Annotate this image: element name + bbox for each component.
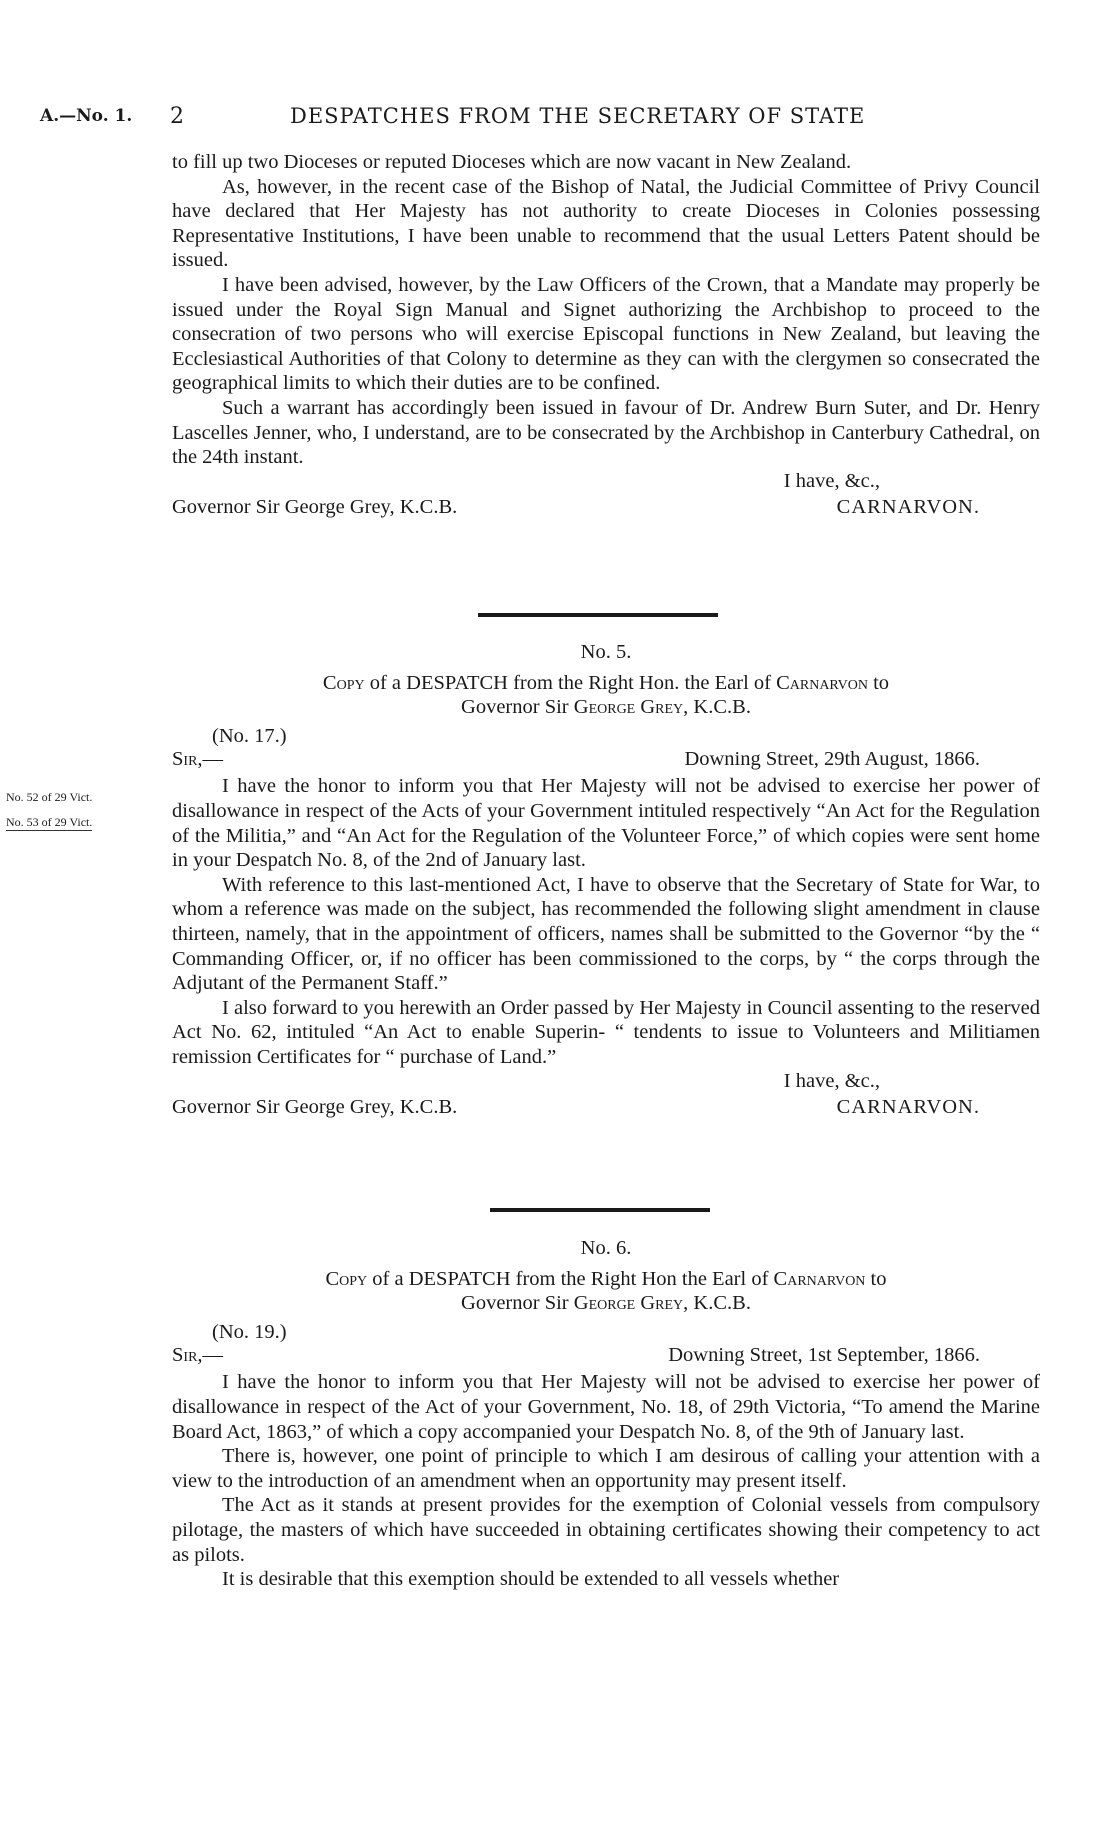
paragraph: As, however, in the recent case of the Bishop of Natal, the Judicial Committee of Privy Council have declared that Her Majesty has not authority to create Dioceses in Colonies possessing Representative Institutions, I have been unable to recommend that the usual Letters Patent should be issued.: [172, 175, 1040, 272]
despatch-heading: [172, 671, 1040, 696]
section-continuation: [172, 150, 1040, 522]
page-header: [40, 104, 1054, 134]
paragraph: The Act as it stands at present provides for the exemption of Colonial vessels from compulsory pilotage, the masters of which have succeeded in obtaining certificates showing their competency to act as pilots.: [172, 1494, 1040, 1566]
section-divider: [490, 1208, 710, 1212]
despatch-heading: [172, 1267, 1040, 1292]
salutation-row: [172, 748, 1040, 774]
heading-text: of a DESPATCH from the Right Hon. the Earl of: [364, 671, 777, 694]
despatch-no: (No. 17.): [212, 724, 287, 747]
despatch-body: [172, 1370, 1040, 1591]
signature-row: [172, 496, 1040, 522]
despatch-number: No. 6.: [580, 1237, 632, 1259]
closing-formula: I have, &c.,: [783, 469, 880, 492]
closing-formula: I have, &c.,: [783, 1069, 880, 1092]
paragraph: With reference to this last-mentioned Act, I have to observe that the Secretary of State for War, to whom a reference was made on the subject, has recommended the following slight amendment in clause thirteen, namely, that in the appointment of officers, names shall be submitted to the Governor “by the “ Commanding Officer, or, if no officer has been commissioned to the corps, by “ the corps through the Adjutant of the Permanent Staff.”: [172, 873, 1040, 995]
paragraph: to fill up two Dioceses or reputed Dioceses which are now vacant in New Zealand.: [172, 151, 852, 173]
salutation-row: [172, 1344, 1040, 1370]
heading-governor: Governor Sir: [461, 1292, 574, 1315]
paragraph: I have been advised, however, by the Law Officers of the Crown, that a Mandate may properly be issued under the Royal Sign Manual and Signet authorizing the Archbishop to proceed to the consecration of two persons who will exercise Episcopal functions in New Zealand, but leaving the Ecclesiastical Authorities of that Colony to determine as they can with the clergymen so consecrated the geographical limits to which their duties are to be confined.: [172, 273, 1040, 395]
paragraph: It is desirable that this exemption should be extended to all vessels whether: [222, 1568, 840, 1591]
heading-to: to: [867, 671, 890, 694]
despatch-no-5: [172, 640, 1040, 1122]
heading-suffix: , K.C.B.: [683, 696, 751, 719]
signature: CARNARVON.: [836, 1095, 980, 1118]
place-date: Downing Street, 1st September, 1866.: [668, 1344, 980, 1367]
heading-name: George Grey: [573, 1292, 684, 1315]
closing-row: [172, 1070, 1040, 1096]
document-reference: A.—No. 1.: [40, 106, 133, 126]
running-title: DESPATCHES FROM THE SECRETARY OF STATE: [290, 104, 866, 128]
heading-copy: Copy: [322, 671, 365, 694]
place-date: Downing Street, 29th August, 1866.: [684, 748, 980, 771]
despatch-body: [172, 774, 1040, 1069]
page-number: 2: [170, 104, 184, 129]
heading-earl: Carnarvon: [776, 671, 868, 694]
paragraph: There is, however, one point of principle to which I am desirous of calling your attention with a view to the introduction of an amendment when an opportunity may present itself.: [172, 1445, 1040, 1492]
heading-copy: Copy: [325, 1267, 368, 1290]
salutation: Sir,—: [172, 1344, 224, 1367]
paragraph: I have the honor to inform you that Her Majesty will not be advised to exercise her power of disallowance in respect of the Acts of your Government intituled respectively “An Act for the Regulation of the Militia,” and “An Act for the Regulation of the Volunteer Force,” of which copies were sent home in your Despatch No. 8, of the 2nd of January last.: [172, 775, 1040, 872]
heading-to: to: [865, 1267, 887, 1290]
despatch-no: (No. 19.): [212, 1320, 287, 1343]
signature-row: [172, 1096, 1040, 1122]
closing-row: [172, 470, 1040, 496]
addressee: Governor Sir George Grey, K.C.B.: [172, 495, 458, 518]
despatch-no-6: [172, 1236, 1040, 1592]
section-divider: [478, 613, 718, 617]
heading-suffix: , K.C.B.: [683, 1292, 751, 1315]
paragraph: Such a warrant has accordingly been issued in favour of Dr. Andrew Burn Suter, and Dr. Henry Lascelles Jenner, who, I understand, are to be consecrated by the Archbishop in Canterbury Cathedral, on the 24th instant.: [172, 396, 1040, 469]
heading-governor: Governor Sir: [461, 696, 574, 719]
signature: CARNARVON.: [836, 495, 980, 518]
margin-note: No. 53 of 29 Vict.: [6, 815, 93, 829]
heading-text: of a DESPATCH from the Right Hon the Earl of: [367, 1267, 774, 1290]
paragraph: I have the honor to inform you that Her Majesty will not be advised to exercise her power of disallowance in respect of the Act of your Government, No. 18, of 29th Victoria, “To amend the Marine Board Act, 1863,” of which a copy accompanied your Despatch No. 8, of the 9th of January last.: [172, 1371, 1040, 1443]
despatch-heading-line2: [172, 1291, 1040, 1316]
margin-note: No. 52 of 29 Vict.: [6, 790, 93, 804]
paragraph: I also forward to you herewith an Order passed by Her Majesty in Council assenting to the reserved Act No. 62, intituled “An Act to enable Superin- “ tendents to issue to Volunteers and Militiamen remission Certificates for “ purchase of Land.”: [172, 996, 1040, 1068]
heading-name: George Grey: [573, 696, 684, 719]
despatch-heading-line2: [172, 695, 1040, 720]
salutation: Sir,—: [172, 748, 224, 771]
despatch-number: No. 5.: [580, 641, 632, 663]
addressee: Governor Sir George Grey, K.C.B.: [172, 1095, 458, 1118]
continuation-text: [172, 150, 1040, 470]
heading-earl: Carnarvon: [773, 1267, 866, 1290]
